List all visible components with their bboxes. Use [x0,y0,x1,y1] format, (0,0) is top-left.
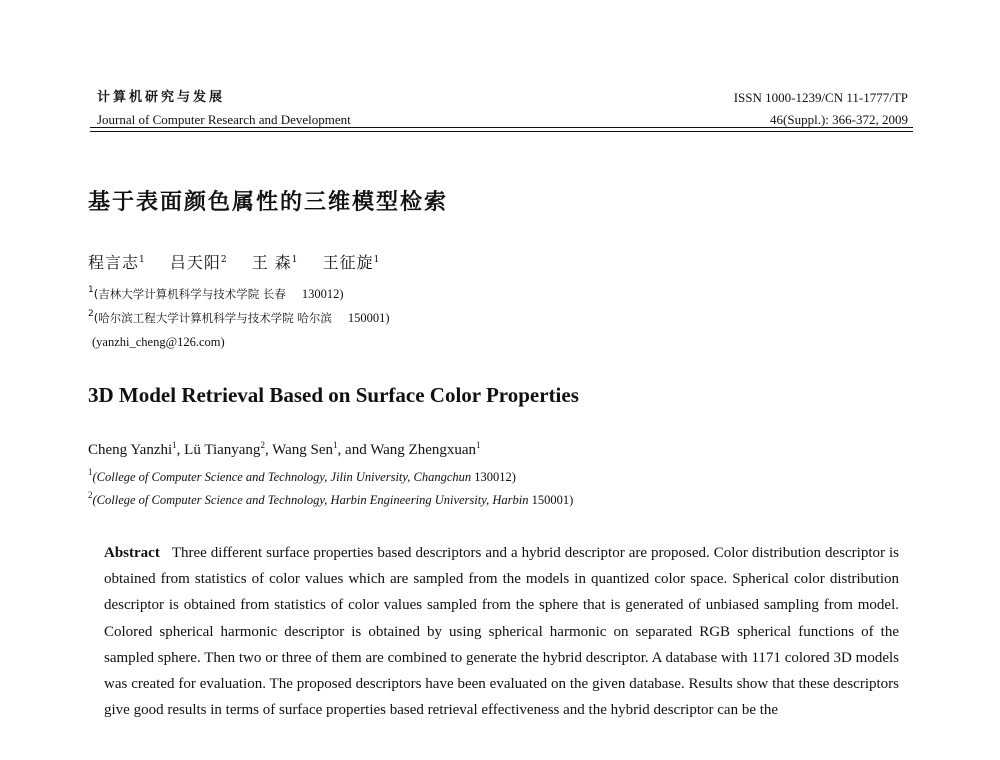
affiliation-cn [88,286,344,302]
author-en-name: Cheng Yanzhi [88,442,173,458]
author-en-sup: 2 [260,440,265,450]
author-en-name: Wang Zhengxuan [370,442,477,458]
author-cn-sup: 1 [139,255,146,265]
authors-en [88,440,481,460]
journal-name-cn: 计算机研究与发展 [97,90,226,105]
author-cn-name: 程言志 [88,253,140,272]
author-en-name: Lü Tianyang [184,442,261,458]
journal-name-en: Journal of Computer Research and Development [97,112,351,127]
affiliation-en-sup: 2 [88,490,93,500]
affiliation-cn-text: (吉林大学计算机科学与技术学院 长春 [93,287,286,301]
contact-email: (yanzhi_cheng@126.com) [92,335,225,349]
affiliation-en [88,492,573,508]
author-cn [170,253,228,272]
affiliation-cn [88,310,390,326]
affiliation-cn-postcode: 150001) [347,311,390,325]
affiliation-en-sup: 1 [88,467,93,477]
author-separator: , and [337,442,371,458]
author-en-name: Wang Sen [272,442,334,458]
affiliation-en [88,469,516,485]
abstract-paragraph [104,540,899,723]
abstract-label: Abstract [104,545,160,561]
affiliation-cn-sup: 1 [88,285,94,295]
paper-title-cn: 基于表面颜色属性的三维模型检索 [88,190,449,215]
authors-cn [88,252,398,274]
paper-title-en: 3D Model Retrieval Based on Surface Color Properties [88,383,579,407]
volume-line: 46(Suppl.): 366-372, 2009 [770,112,908,127]
header-rule-thin [90,131,913,132]
author-en-sup: 1 [333,440,338,450]
author-cn-name: 吕天阳 [169,253,221,272]
affiliation-en-postcode: 150001) [531,493,574,507]
author-cn-name: 王 森 [251,253,292,272]
author-cn [88,253,146,272]
author-cn [323,253,381,272]
running-header-left [97,90,351,129]
author-en-sup: 1 [476,440,481,450]
issn-line: ISSN 1000-1239/CN 11-1777/TP [733,90,908,105]
affiliation-cn-text: (哈尔滨工程大学计算机科学与技术学院 哈尔滨 [93,311,332,325]
affiliation-cn-sup: 2 [88,309,94,319]
header-rule-thick [90,127,913,128]
author-cn-sup: 1 [373,255,381,265]
author-cn-sup: 1 [291,255,299,265]
affiliation-cn-postcode: 130012) [301,287,344,301]
author-cn-name: 王征旋 [322,253,374,272]
author-separator: , [176,442,185,458]
affiliation-en-postcode: 130012) [474,470,516,484]
abstract-text: Three different surface properties based descriptors and a hybrid descriptor are proposed. Color distribution descriptor is obtained from statistics of color values which are sampled from the models in quantized color space. Spherical color distribution descriptor is obtained from statistics of color values sampled from the sphere that is generated of unbiased sampling from model. Colored spherical harmonic descriptor is obtained by using spherical harmonic on separated RGB spherical functions of the sampled sphere. Then two or three of them are combined to generate the hybrid descriptor. A database with 1171 colored 3D models was created for evaluation. The proposed descriptors have been evaluated on the given database. Results show that these descriptors give good results in terms of surface properties based retrieval effectiveness and the hybrid descriptor can be the [104,545,899,719]
author-en-sup: 1 [172,440,177,450]
affiliation-en-text: (College of Computer Science and Technology, Jilin University, Changchun [92,470,472,484]
author-cn [252,253,299,272]
author-separator: , [264,442,273,458]
running-header-right [734,90,908,129]
author-cn-sup: 2 [220,255,228,265]
affiliation-en-text: (College of Computer Science and Technology, Harbin Engineering University, Harbin [92,493,529,507]
